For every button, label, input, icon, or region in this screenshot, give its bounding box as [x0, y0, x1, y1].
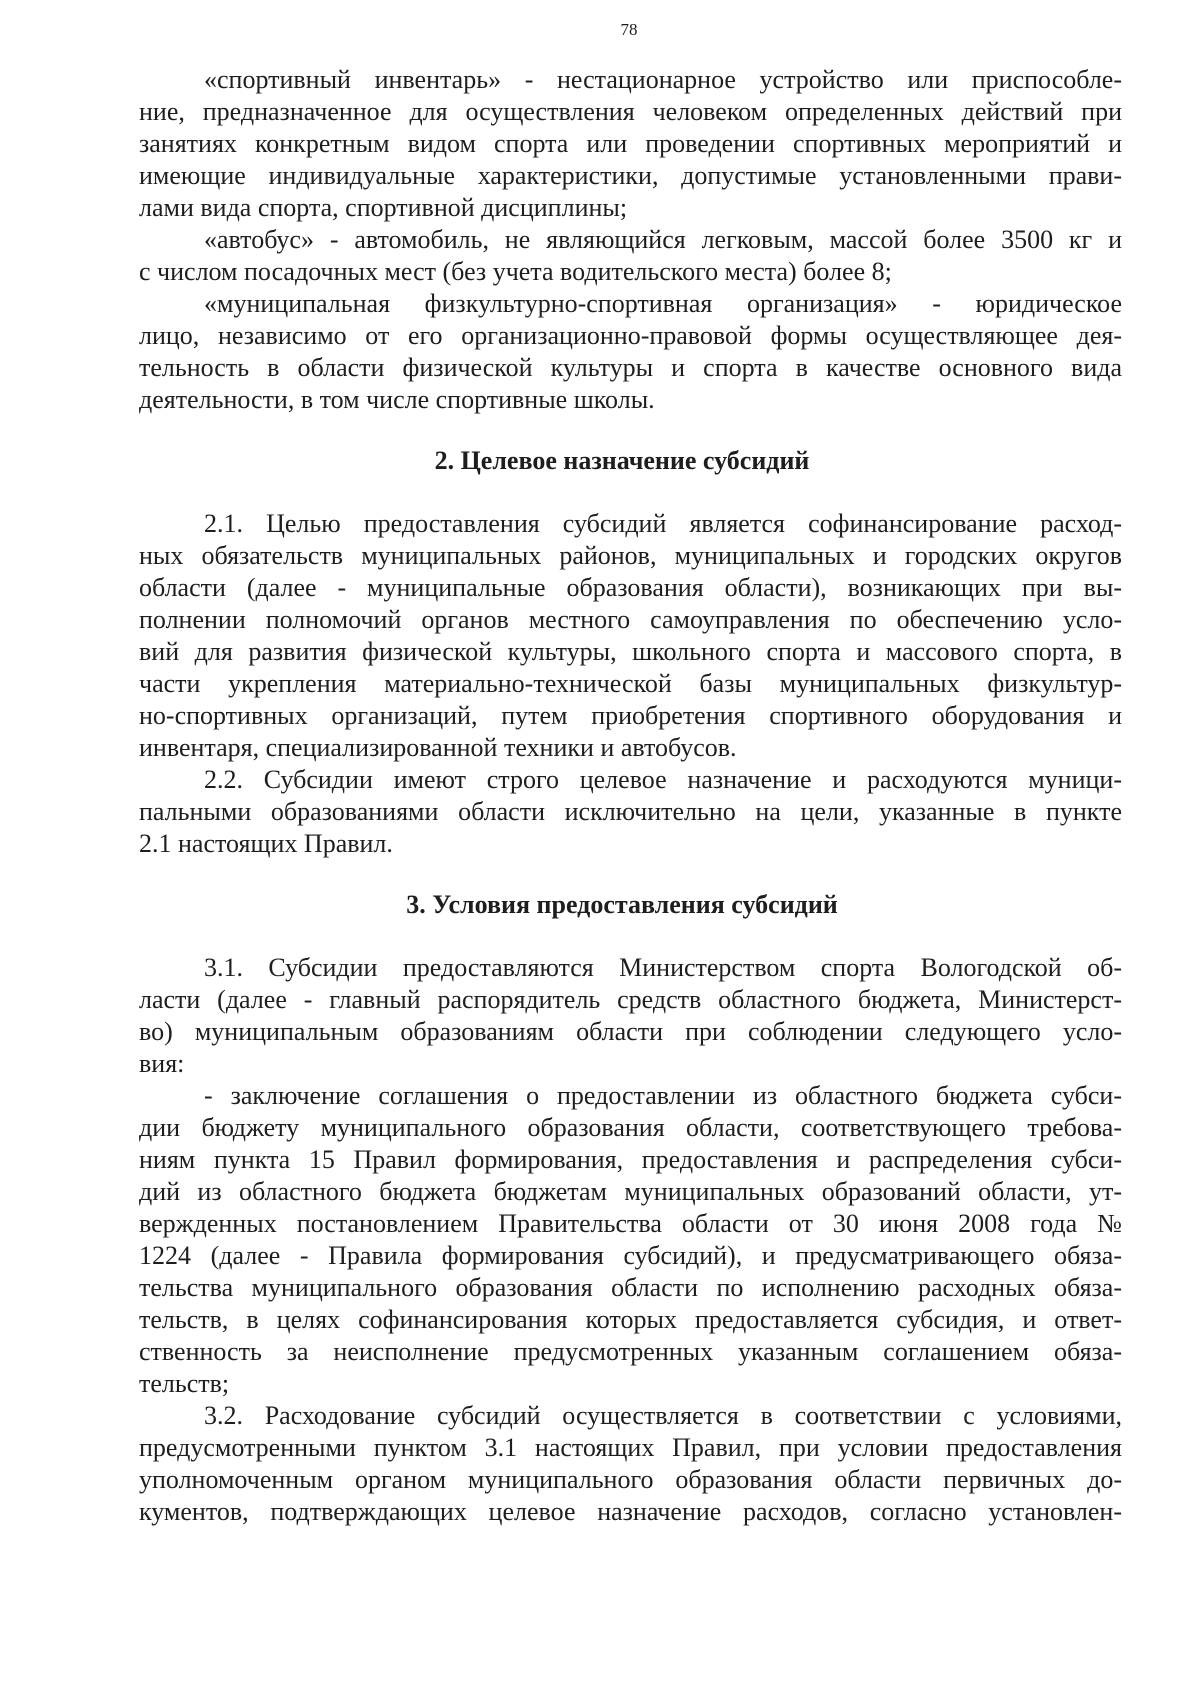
- text-line: части укрепления материально-технической базы муниципальных физкультур-: [139, 669, 1122, 698]
- text-line: 1224 (далее - Правила формирования субсидий), и предусматривающего обяза-: [139, 1241, 1122, 1270]
- text-line: дии бюджету муниципального образования области, соответствующего требова-: [139, 1113, 1122, 1142]
- text-line: инвентаря, специализированной техники и автобусов.: [139, 733, 737, 762]
- text-line: 2.2. Субсидии имеют строго целевое назначение и расходуются муници-: [204, 765, 1122, 794]
- text-line: полнении полномочий органов местного самоуправления по обеспечению усло-: [139, 605, 1122, 634]
- page-number: 78: [620, 20, 638, 39]
- text-line: ниям пункта 15 Правил формирования, предоставления и распределения субси-: [139, 1145, 1122, 1174]
- text-line: лицо, независимо от его организационно-правовой формы осуществляющее дея-: [139, 321, 1122, 350]
- text-line: 3.1. Субсидии предоставляются Министерством спорта Вологодской об-: [204, 953, 1122, 982]
- text-line: 2.1 настоящих Правил.: [139, 829, 393, 858]
- text-line: дий из областного бюджета бюджетам муниципальных образований области, ут-: [139, 1177, 1122, 1206]
- section-heading: 2. Целевое назначение субсидий: [434, 446, 810, 475]
- text-line: деятельности, в том числе спортивные школы.: [139, 385, 655, 414]
- text-line: - заключение соглашения о предоставлении из областного бюджета субси-: [204, 1081, 1122, 1110]
- text-line: с числом посадочных мест (без учета водительского места) более 8;: [139, 257, 892, 286]
- text-line: тельность в области физической культуры и спорта в качестве основного вида: [139, 353, 1122, 382]
- text-line: 3.2. Расходование субсидий осуществляется в соответствии с условиями,: [204, 1401, 1122, 1430]
- text-line: предусмотренными пунктом 3.1 настоящих Правил, при условии предоставления: [139, 1433, 1122, 1462]
- text-line: тельств, в целях софинансирования которых предоставляется субсидия, и ответ-: [139, 1305, 1122, 1334]
- text-line: области (далее - муниципальные образования области), возникающих при вы-: [139, 573, 1122, 602]
- text-line: вержденных постановлением Правительства области от 30 июня 2008 года №: [139, 1209, 1122, 1238]
- text-line: пальными образованиями области исключительно на цели, указанные в пункте: [139, 797, 1122, 826]
- text-line: вий для развития физической культуры, школьного спорта и массового спорта, в: [139, 637, 1122, 666]
- text-line: ние, предназначенное для осуществления человеком определенных действий при: [139, 97, 1122, 126]
- text-line: тельств;: [139, 1369, 230, 1398]
- text-line: ласти (далее - главный распорядитель средств областного бюджета, Министерст-: [139, 985, 1122, 1014]
- text-line: тельства муниципального образования области по исполнению расходных обяза-: [139, 1273, 1122, 1302]
- text-line: лами вида спорта, спортивной дисциплины;: [139, 193, 628, 222]
- text-line: занятиях конкретным видом спорта или проведении спортивных мероприятий и: [139, 129, 1122, 158]
- text-line: вия:: [139, 1049, 185, 1078]
- text-line: «спортивный инвентарь» - нестационарное устройство или приспособле-: [204, 65, 1122, 94]
- text-line: имеющие индивидуальные характеристики, допустимые установленными прави-: [139, 161, 1122, 190]
- text-line: «муниципальная физкультурно-спортивная организация» - юридическое: [204, 289, 1122, 318]
- text-line: ственность за неисполнение предусмотренных указанным соглашением обяза-: [139, 1337, 1122, 1366]
- text-line: кументов, подтверждающих целевое назначение расходов, согласно установлен-: [139, 1497, 1122, 1526]
- text-line: «автобус» - автомобиль, не являющийся легковым, массой более 3500 кг и: [204, 225, 1122, 254]
- text-line: во) муниципальным образованиям области при соблюдении следующего усло-: [139, 1017, 1122, 1046]
- section-heading: 3. Условия предоставления субсидий: [406, 890, 838, 919]
- text-line: 2.1. Целью предоставления субсидий является софинансирование расход-: [204, 509, 1122, 538]
- text-line: уполномоченным органом муниципального образования области первичных до-: [139, 1465, 1122, 1494]
- text-line: но-спортивных организаций, путем приобретения спортивного оборудования и: [139, 701, 1122, 730]
- text-line: ных обязательств муниципальных районов, муниципальных и городских округов: [139, 541, 1122, 570]
